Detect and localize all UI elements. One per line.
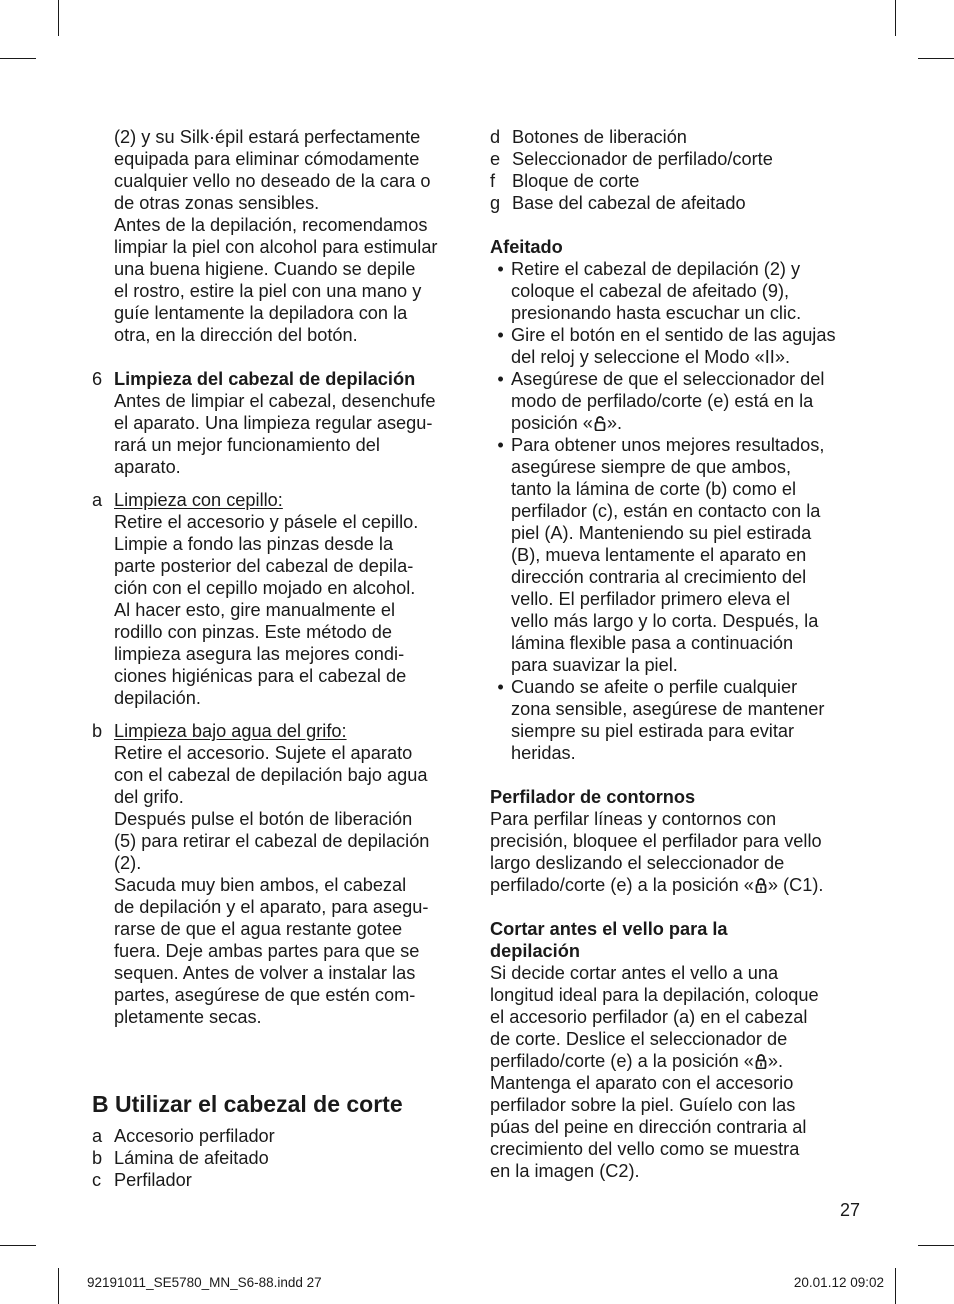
text-line: vello. El perfilador primero eleva el [511, 589, 791, 609]
list-item [490, 126, 870, 148]
list-item [490, 170, 870, 192]
list-item [92, 1125, 275, 1147]
text-line: fuera. Deje ambas partes para que se [114, 941, 420, 961]
text-fragment: perfilado/corte (e) a la posición « [490, 875, 754, 895]
text-line: en la imagen (C2). [490, 1161, 640, 1181]
bullet: • [497, 435, 504, 455]
list-item [92, 1147, 275, 1169]
item-letter: e [490, 149, 501, 169]
parts-list [92, 1125, 275, 1191]
perfilador-title: Perfilador de contornos [490, 787, 696, 807]
text-line: precisión, bloquee el perfilador para vello [490, 831, 822, 851]
text-line: (2). [114, 853, 142, 873]
parts-list [490, 126, 870, 214]
intro-text [92, 126, 472, 346]
bullet: • [497, 259, 504, 279]
item-text: Bloque de corte [512, 171, 640, 191]
text-line: coloque el cabezal de afeitado (9), [511, 281, 790, 301]
text-line: Asegúrese de que el seleccionador del [511, 369, 825, 389]
text-fragment: ». [767, 1051, 784, 1071]
text-line: el aparato. Una limpieza regular asegu- [114, 413, 433, 433]
text-line: púas del peine en dirección contraria al [490, 1117, 807, 1137]
section-b-heading: B Utilizar el cabezal de corte [92, 1091, 403, 1117]
text-line: heridas. [511, 743, 576, 763]
section-6 [92, 368, 472, 478]
text-line: Limpie a fondo las pinzas desde la [114, 534, 394, 554]
text-line: de otras zonas sensibles. [114, 193, 320, 213]
item-text: Perfilador [114, 1170, 192, 1190]
text-line: perfilador (c), están en contacto con la [511, 501, 821, 521]
text-line: del grifo. [114, 787, 184, 807]
bullet: • [497, 677, 504, 697]
text-line: Antes de limpiar el cabezal, desenchufe [114, 391, 436, 411]
text-line: siempre su piel estirada para evitar [511, 721, 795, 741]
text-line: sequen. Antes de volver a instalar las [114, 963, 416, 983]
text-line: Mantenga el aparato con el accesorio [490, 1073, 794, 1093]
text-line: de corte. Deslice el seleccionador de [490, 1029, 788, 1049]
text-line: zona sensible, asegúrese de mantener [511, 699, 825, 719]
item-letter: g [490, 193, 501, 213]
text-line: rarse de que el agua restante gotee [114, 919, 403, 939]
list-item [490, 192, 870, 214]
text-line: con el cabezal de depilación bajo agua [114, 765, 428, 785]
text-line: presionando hasta escuchar un clic. [511, 303, 802, 323]
cortar-title: depilación [490, 941, 580, 961]
text-line: limpiar la piel con alcohol para estimular [114, 237, 438, 257]
bullet-item [490, 434, 870, 676]
text-line: Al hacer esto, gire manualmente el [114, 600, 396, 620]
item-text: Accesorio perfilador [114, 1126, 275, 1146]
item-text: Base del cabezal de afeitado [512, 193, 746, 213]
item-text: Botones de liberación [512, 127, 687, 147]
bullet: • [497, 325, 504, 345]
text-line: del reloj y seleccione el Modo «II». [511, 347, 791, 367]
text-fragment: ». [606, 413, 623, 433]
text-line: una buena higiene. Cuando se depile [114, 259, 416, 279]
list-item [92, 1169, 275, 1191]
crop-mark [58, 0, 59, 36]
crop-mark [918, 58, 954, 59]
text-line: Cuando se afeite o perfile cualquier [511, 677, 798, 697]
text-line: longitud ideal para la depilación, coloque [490, 985, 819, 1005]
text-line: partes, asegúrese de que estén com- [114, 985, 416, 1005]
bullet-item [490, 258, 870, 324]
text-line: modo de perfilado/corte (e) está en la [511, 391, 814, 411]
text-line: aparato. [114, 457, 181, 477]
left-column [92, 126, 472, 1028]
afeitado-title: Afeitado [490, 237, 563, 257]
text-line: dirección contraria al crecimiento del [511, 567, 807, 587]
item-letter: b [92, 1148, 103, 1168]
text-line: Para obtener unos mejores resultados, [511, 435, 825, 455]
text-line: Gire el botón en el sentido de las agujas [511, 325, 836, 345]
item-letter: a [92, 1126, 103, 1146]
text-line: Sacuda muy bien ambos, el cabezal [114, 875, 407, 895]
subsection-a [92, 489, 472, 709]
text-line: pletamente secas. [114, 1007, 262, 1027]
item-letter: a [92, 490, 103, 510]
text-line: crecimiento del vello como se muestra [490, 1139, 800, 1159]
section-title: Limpieza del cabezal de depilación [114, 369, 416, 389]
unlocked-icon [594, 416, 606, 431]
text-line: (B), mueva lentamente el aparato en [511, 545, 807, 565]
text-line: (2) y su Silk·épil estará perfectamente [114, 127, 421, 147]
text-line: Retire el accesorio y pásele el cepillo. [114, 512, 419, 532]
text-line: para suavizar la piel. [511, 655, 678, 675]
text-line: ciones higiénicas para el cabezal de [114, 666, 407, 686]
text-line: (5) para retirar el cabezal de depilación [114, 831, 430, 851]
subsection-title: Limpieza con cepillo: [114, 490, 283, 510]
item-text: Seleccionador de perfilado/corte [512, 149, 773, 169]
text-line: perfilador sobre la piel. Guíelo con las [490, 1095, 796, 1115]
bullet: • [497, 369, 504, 389]
text-line: otra, en la dirección del botón. [114, 325, 358, 345]
text-line: parte posterior del cabezal de depila- [114, 556, 414, 576]
footer-date: 20.01.12 09:02 [793, 1275, 884, 1290]
list-item [490, 148, 870, 170]
text-line: largo deslizando el seleccionador de [490, 853, 785, 873]
text-line: Antes de la depilación, recomendamos [114, 215, 428, 235]
page-number: 27 [839, 1200, 860, 1220]
locked-icon [755, 878, 767, 893]
text-line: el accesorio perfilador (a) en el cabezal [490, 1007, 808, 1027]
text-fragment: posición « [511, 413, 593, 433]
text-line: depilación. [114, 688, 201, 708]
text-line: Después pulse el botón de liberación [114, 809, 413, 829]
subsection-b [92, 720, 472, 1028]
cortar-title: Cortar antes el vello para la [490, 919, 728, 939]
text-line: Si decide cortar antes el vello a una [490, 963, 779, 983]
crop-mark [0, 58, 36, 59]
crop-mark [895, 1268, 896, 1304]
section-number: 6 [92, 369, 103, 389]
text-line: Retire el accesorio. Sujete el aparato [114, 743, 413, 763]
item-letter: f [490, 171, 496, 191]
footer-file: 92191011_SE5780_MN_S6-88.indd 27 [87, 1275, 322, 1290]
text-line: equipada para eliminar cómodamente [114, 149, 420, 169]
text-line: limpieza asegura las mejores condi- [114, 644, 405, 664]
text-line [511, 412, 870, 434]
text-line [490, 874, 870, 896]
text-line: tanto la lámina de corte (b) como el [511, 479, 797, 499]
text-line: el rostro, estire la piel con una mano y [114, 281, 422, 301]
bullet-item [490, 676, 870, 764]
crop-mark [918, 1245, 954, 1246]
text-fragment: perfilado/corte (e) a la posición « [490, 1051, 754, 1071]
text-line: guíe lentamente la depiladora con la [114, 303, 408, 323]
crop-mark [0, 1245, 36, 1246]
item-letter: c [92, 1170, 102, 1190]
bullet-item [490, 324, 870, 368]
text-line: Para perfilar líneas y contornos con [490, 809, 777, 829]
text-line: cualquier vello no deseado de la cara o [114, 171, 431, 191]
text-line: lámina flexible pasa a continuación [511, 633, 794, 653]
item-letter: d [490, 127, 501, 147]
text-line: vello más largo y lo corta. Después, la [511, 611, 819, 631]
item-text: Lámina de afeitado [114, 1148, 269, 1168]
bullet-item [490, 368, 870, 434]
right-column [490, 126, 870, 1182]
text-line: rodillo con pinzas. Este método de [114, 622, 393, 642]
text-line: rará un mejor funcionamiento del [114, 435, 380, 455]
text-line: piel (A). Manteniendo su piel estirada [511, 523, 812, 543]
item-letter: b [92, 721, 103, 741]
text-line: ción con el cepillo mojado en alcohol. [114, 578, 416, 598]
text-line: de depilación y el aparato, para asegu- [114, 897, 429, 917]
text-fragment: » (C1). [767, 875, 824, 895]
crop-mark [895, 0, 896, 36]
crop-mark [58, 1268, 59, 1304]
text-line [490, 1050, 870, 1072]
subsection-title: Limpieza bajo agua del grifo: [114, 721, 347, 741]
locked-icon [755, 1054, 767, 1069]
text-line: Retire el cabezal de depilación (2) y [511, 259, 801, 279]
text-line: asegúrese siempre de que ambos, [511, 457, 792, 477]
